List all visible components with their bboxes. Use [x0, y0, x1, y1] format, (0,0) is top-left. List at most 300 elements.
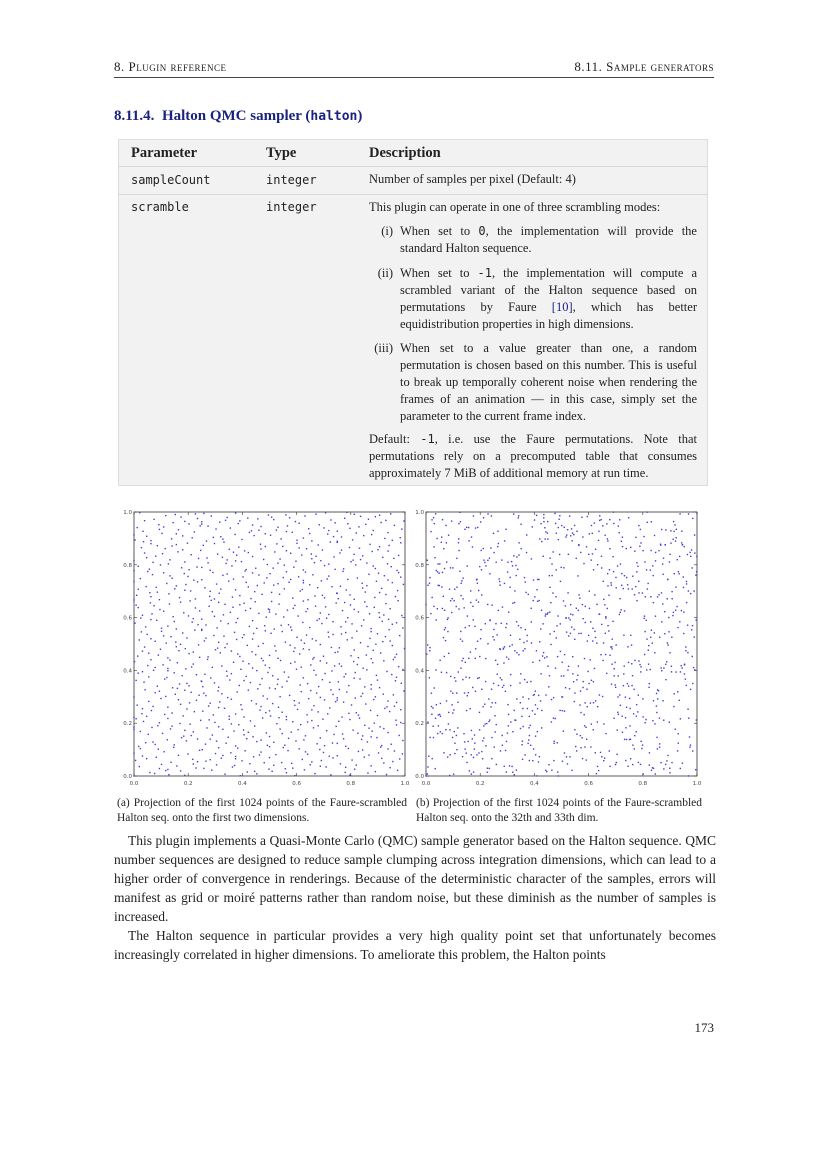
- data-point: [672, 539, 673, 540]
- data-point: [204, 640, 205, 641]
- data-point: [605, 616, 606, 617]
- data-point: [458, 523, 459, 524]
- data-point: [487, 772, 488, 773]
- data-point: [312, 658, 313, 659]
- data-point: [680, 718, 681, 719]
- data-point: [469, 770, 470, 771]
- data-point: [319, 749, 320, 750]
- data-point: [284, 565, 285, 566]
- data-point: [266, 616, 267, 617]
- data-point: [380, 522, 381, 523]
- data-point: [326, 618, 327, 619]
- data-point: [572, 540, 573, 541]
- data-point: [667, 644, 668, 645]
- data-point: [639, 664, 640, 665]
- data-point: [488, 721, 489, 722]
- data-point: [445, 640, 446, 641]
- data-point: [142, 708, 143, 709]
- data-point: [508, 658, 509, 659]
- data-point: [239, 685, 240, 686]
- data-point: [272, 675, 273, 676]
- data-point: [585, 727, 586, 728]
- data-point: [325, 606, 326, 607]
- data-point: [141, 713, 142, 714]
- data-point: [460, 595, 461, 596]
- data-point: [306, 634, 307, 635]
- data-point: [158, 749, 159, 750]
- data-point: [349, 594, 350, 595]
- data-point: [516, 769, 517, 770]
- data-point: [671, 671, 672, 672]
- data-point: [275, 688, 276, 689]
- data-point: [243, 734, 244, 735]
- data-point: [663, 558, 664, 559]
- data-point: [168, 774, 169, 775]
- data-point: [554, 513, 555, 514]
- data-point: [273, 742, 274, 743]
- data-point: [315, 556, 316, 557]
- data-point: [623, 588, 624, 589]
- data-point: [538, 579, 539, 580]
- data-point: [593, 569, 594, 570]
- data-point: [606, 523, 607, 524]
- data-point: [568, 554, 569, 555]
- data-point: [545, 615, 546, 616]
- data-point: [456, 749, 457, 750]
- data-point: [437, 733, 438, 734]
- data-point: [179, 723, 180, 724]
- data-point: [445, 729, 446, 730]
- data-point: [205, 695, 206, 696]
- data-point: [580, 712, 581, 713]
- data-point: [308, 698, 309, 699]
- data-point: [617, 712, 618, 713]
- data-point: [307, 599, 308, 600]
- data-point: [449, 754, 450, 755]
- data-point: [145, 586, 146, 587]
- data-point: [202, 710, 203, 711]
- data-point: [595, 549, 596, 550]
- body-paragraph: The Halton sequence in particular provides a very high quality point set that unfortunately becomes increasingly correlated in higher dimensions. To ameliorate this problem, the Halton points: [114, 928, 716, 962]
- data-point: [685, 646, 686, 647]
- data-point: [515, 720, 516, 721]
- data-point: [143, 541, 144, 542]
- data-point: [687, 554, 688, 555]
- data-point: [163, 635, 164, 636]
- data-point: [403, 690, 404, 691]
- data-point: [331, 586, 332, 587]
- data-point: [677, 691, 678, 692]
- data-point: [632, 588, 633, 589]
- data-point: [464, 692, 465, 693]
- data-point: [692, 750, 693, 751]
- data-point: [150, 638, 151, 639]
- data-point: [396, 677, 397, 678]
- data-point: [593, 702, 594, 703]
- data-point: [203, 545, 204, 546]
- data-point: [133, 560, 134, 561]
- data-point: [353, 554, 354, 555]
- data-point: [472, 738, 473, 739]
- data-point: [377, 633, 378, 634]
- data-point: [392, 761, 393, 762]
- data-point: [469, 677, 470, 678]
- data-point: [164, 714, 165, 715]
- data-point: [183, 612, 184, 613]
- data-point: [662, 700, 663, 701]
- data-point: [635, 586, 636, 587]
- data-point: [464, 748, 465, 749]
- data-point: [491, 737, 492, 738]
- data-point: [506, 656, 507, 657]
- data-point: [590, 559, 591, 560]
- data-point: [295, 740, 296, 741]
- data-point: [367, 772, 368, 773]
- data-point: [671, 591, 672, 592]
- data-point: [632, 744, 633, 745]
- data-point: [283, 616, 284, 617]
- data-point: [678, 743, 679, 744]
- data-point: [533, 748, 534, 749]
- data-point: [269, 611, 270, 612]
- data-point: [272, 703, 273, 704]
- data-point: [286, 772, 287, 773]
- data-point: [274, 628, 275, 629]
- data-point: [276, 723, 277, 724]
- data-point: [626, 548, 627, 549]
- data-point: [506, 623, 507, 624]
- data-point: [431, 693, 432, 694]
- data-point: [640, 529, 641, 530]
- data-point: [431, 597, 432, 598]
- data-point: [561, 662, 562, 663]
- data-point: [224, 708, 225, 709]
- data-point: [563, 730, 564, 731]
- data-point: [175, 641, 176, 642]
- data-point: [671, 666, 672, 667]
- data-point: [194, 711, 195, 712]
- data-point: [231, 723, 232, 724]
- data-point: [271, 592, 272, 593]
- data-point: [577, 575, 578, 576]
- data-point: [648, 645, 649, 646]
- data-point: [171, 538, 172, 539]
- data-point: [386, 706, 387, 707]
- y-tick-label: 0.2: [123, 721, 132, 728]
- data-point: [557, 771, 558, 772]
- data-point: [365, 703, 366, 704]
- data-point: [170, 728, 171, 729]
- y-tick-label: 1.0: [415, 510, 424, 516]
- data-point: [681, 667, 682, 668]
- data-point: [396, 570, 397, 571]
- data-point: [260, 739, 261, 740]
- data-point: [283, 747, 284, 748]
- data-point: [665, 679, 666, 680]
- data-point: [493, 533, 494, 534]
- data-point: [551, 699, 552, 700]
- item-number: (i): [381, 224, 393, 238]
- data-point: [516, 556, 517, 557]
- data-point: [458, 550, 459, 551]
- data-point: [568, 666, 569, 667]
- data-point: [271, 601, 272, 602]
- data-point: [537, 579, 538, 580]
- data-point: [631, 685, 632, 686]
- data-point: [539, 660, 540, 661]
- data-point: [644, 654, 645, 655]
- data-point: [572, 656, 573, 657]
- data-point: [530, 745, 531, 746]
- data-point: [187, 576, 188, 577]
- data-point: [393, 659, 394, 660]
- data-point: [574, 692, 575, 693]
- data-point: [456, 692, 457, 693]
- data-point: [198, 558, 199, 559]
- data-point: [605, 654, 606, 655]
- data-point: [191, 666, 192, 667]
- data-point: [243, 716, 244, 717]
- data-point: [193, 618, 194, 619]
- data-point: [391, 744, 392, 745]
- data-point: [512, 731, 513, 732]
- data-point: [591, 525, 592, 526]
- data-point: [180, 704, 181, 705]
- data-point: [464, 741, 465, 742]
- data-point: [688, 717, 689, 718]
- data-point: [314, 595, 315, 596]
- data-point: [179, 683, 180, 684]
- data-point: [472, 687, 473, 688]
- data-point: [653, 575, 654, 576]
- data-point: [366, 585, 367, 586]
- data-point: [320, 737, 321, 738]
- data-point: [301, 666, 302, 667]
- data-point: [433, 606, 434, 607]
- data-point: [239, 604, 240, 605]
- data-point: [549, 611, 550, 612]
- data-point: [521, 744, 522, 745]
- data-point: [300, 590, 301, 591]
- data-point: [201, 579, 202, 580]
- data-point: [659, 743, 660, 744]
- data-point: [643, 773, 644, 774]
- data-point: [463, 733, 464, 734]
- data-point: [339, 689, 340, 690]
- data-point: [320, 660, 321, 661]
- data-point: [395, 720, 396, 721]
- data-point: [594, 594, 595, 595]
- data-point: [205, 637, 206, 638]
- data-point: [389, 640, 390, 641]
- data-point: [403, 520, 404, 521]
- data-point: [400, 709, 401, 710]
- data-point: [177, 662, 178, 663]
- data-point: [398, 666, 399, 667]
- data-point: [265, 712, 266, 713]
- data-point: [660, 544, 661, 545]
- data-point: [638, 694, 639, 695]
- data-point: [544, 538, 545, 539]
- data-point: [506, 771, 507, 772]
- data-point: [659, 637, 660, 638]
- data-point: [186, 637, 187, 638]
- data-point: [624, 739, 625, 740]
- data-point: [202, 686, 203, 687]
- data-point: [242, 637, 243, 638]
- data-point: [543, 514, 544, 515]
- data-point: [520, 728, 521, 729]
- data-point: [662, 603, 663, 604]
- data-point: [615, 764, 616, 765]
- data-point: [498, 685, 499, 686]
- data-point: [252, 556, 253, 557]
- data-point: [638, 525, 639, 526]
- data-point: [541, 610, 542, 611]
- data-point: [298, 702, 299, 703]
- data-point: [628, 588, 629, 589]
- data-point: [618, 714, 619, 715]
- data-point: [436, 538, 437, 539]
- data-point: [330, 689, 331, 690]
- data-point: [373, 565, 374, 566]
- data-point: [199, 525, 200, 526]
- data-point: [445, 627, 446, 628]
- data-point: [604, 604, 605, 605]
- data-point: [461, 660, 462, 661]
- data-point: [516, 575, 517, 576]
- data-point: [559, 710, 560, 711]
- data-point: [581, 737, 582, 738]
- data-point: [599, 515, 600, 516]
- data-point: [303, 648, 304, 649]
- data-point: [475, 648, 476, 649]
- data-point: [141, 631, 142, 632]
- data-point: [522, 726, 523, 727]
- data-point: [487, 560, 488, 561]
- data-point: [166, 642, 167, 643]
- data-point: [138, 566, 139, 567]
- data-point: [632, 764, 633, 765]
- data-point: [379, 592, 380, 593]
- data-point: [269, 736, 270, 737]
- data-point: [587, 706, 588, 707]
- data-point: [404, 648, 405, 649]
- data-point: [487, 604, 488, 605]
- data-point: [640, 741, 641, 742]
- data-point: [449, 729, 450, 730]
- data-point: [615, 684, 616, 685]
- data-point: [567, 592, 568, 593]
- data-point: [505, 627, 506, 628]
- data-point: [396, 654, 397, 655]
- data-point: [234, 534, 235, 535]
- data-point: [450, 676, 451, 677]
- data-point: [675, 540, 676, 541]
- citation-link[interactable]: [10]: [551, 300, 573, 314]
- data-point: [222, 729, 223, 730]
- item-text: , which has better equidistribution properties in high dimensions.: [400, 300, 697, 331]
- data-point: [159, 529, 160, 530]
- data-point: [217, 553, 218, 554]
- data-point: [487, 643, 488, 644]
- data-point: [237, 653, 238, 654]
- table-rule: [118, 166, 708, 167]
- data-point: [528, 727, 529, 728]
- data-point: [228, 580, 229, 581]
- data-point: [462, 756, 463, 757]
- data-point: [568, 635, 569, 636]
- data-point: [612, 621, 613, 622]
- data-point: [514, 774, 515, 775]
- data-point: [137, 655, 138, 656]
- data-point: [585, 606, 586, 607]
- data-point: [307, 608, 308, 609]
- data-point: [668, 617, 669, 618]
- data-point: [354, 769, 355, 770]
- data-point: [504, 766, 505, 767]
- data-point: [379, 617, 380, 618]
- data-point: [347, 579, 348, 580]
- data-point: [482, 740, 483, 741]
- data-point: [300, 724, 301, 725]
- data-point: [258, 613, 259, 614]
- data-point: [618, 532, 619, 533]
- data-point: [203, 768, 204, 769]
- data-point: [312, 574, 313, 575]
- data-point: [467, 615, 468, 616]
- data-point: [518, 554, 519, 555]
- data-point: [330, 541, 331, 542]
- data-point: [338, 721, 339, 722]
- data-point: [138, 589, 139, 590]
- data-point: [475, 658, 476, 659]
- data-point: [598, 531, 599, 532]
- data-point: [260, 548, 261, 549]
- data-point: [162, 553, 163, 554]
- data-point: [170, 636, 171, 637]
- data-point: [496, 764, 497, 765]
- data-point: [324, 565, 325, 566]
- data-point: [388, 629, 389, 630]
- data-point: [259, 684, 260, 685]
- data-point: [468, 658, 469, 659]
- data-point: [379, 546, 380, 547]
- data-point: [538, 600, 539, 601]
- data-point: [640, 671, 641, 672]
- data-point: [661, 621, 662, 622]
- data-point: [454, 753, 455, 754]
- data-point: [140, 748, 141, 749]
- data-point: [232, 596, 233, 597]
- data-point: [673, 612, 674, 613]
- data-point: [592, 640, 593, 641]
- data-point: [292, 597, 293, 598]
- data-point: [683, 576, 684, 577]
- data-point: [214, 543, 215, 544]
- data-point: [627, 646, 628, 647]
- data-point: [315, 605, 316, 606]
- data-point: [636, 731, 637, 732]
- data-point: [644, 561, 645, 562]
- data-point: [696, 556, 697, 557]
- data-point: [451, 520, 452, 521]
- data-point: [649, 752, 650, 753]
- data-point: [634, 748, 635, 749]
- data-point: [463, 658, 464, 659]
- data-point: [586, 689, 587, 690]
- data-point: [195, 598, 196, 599]
